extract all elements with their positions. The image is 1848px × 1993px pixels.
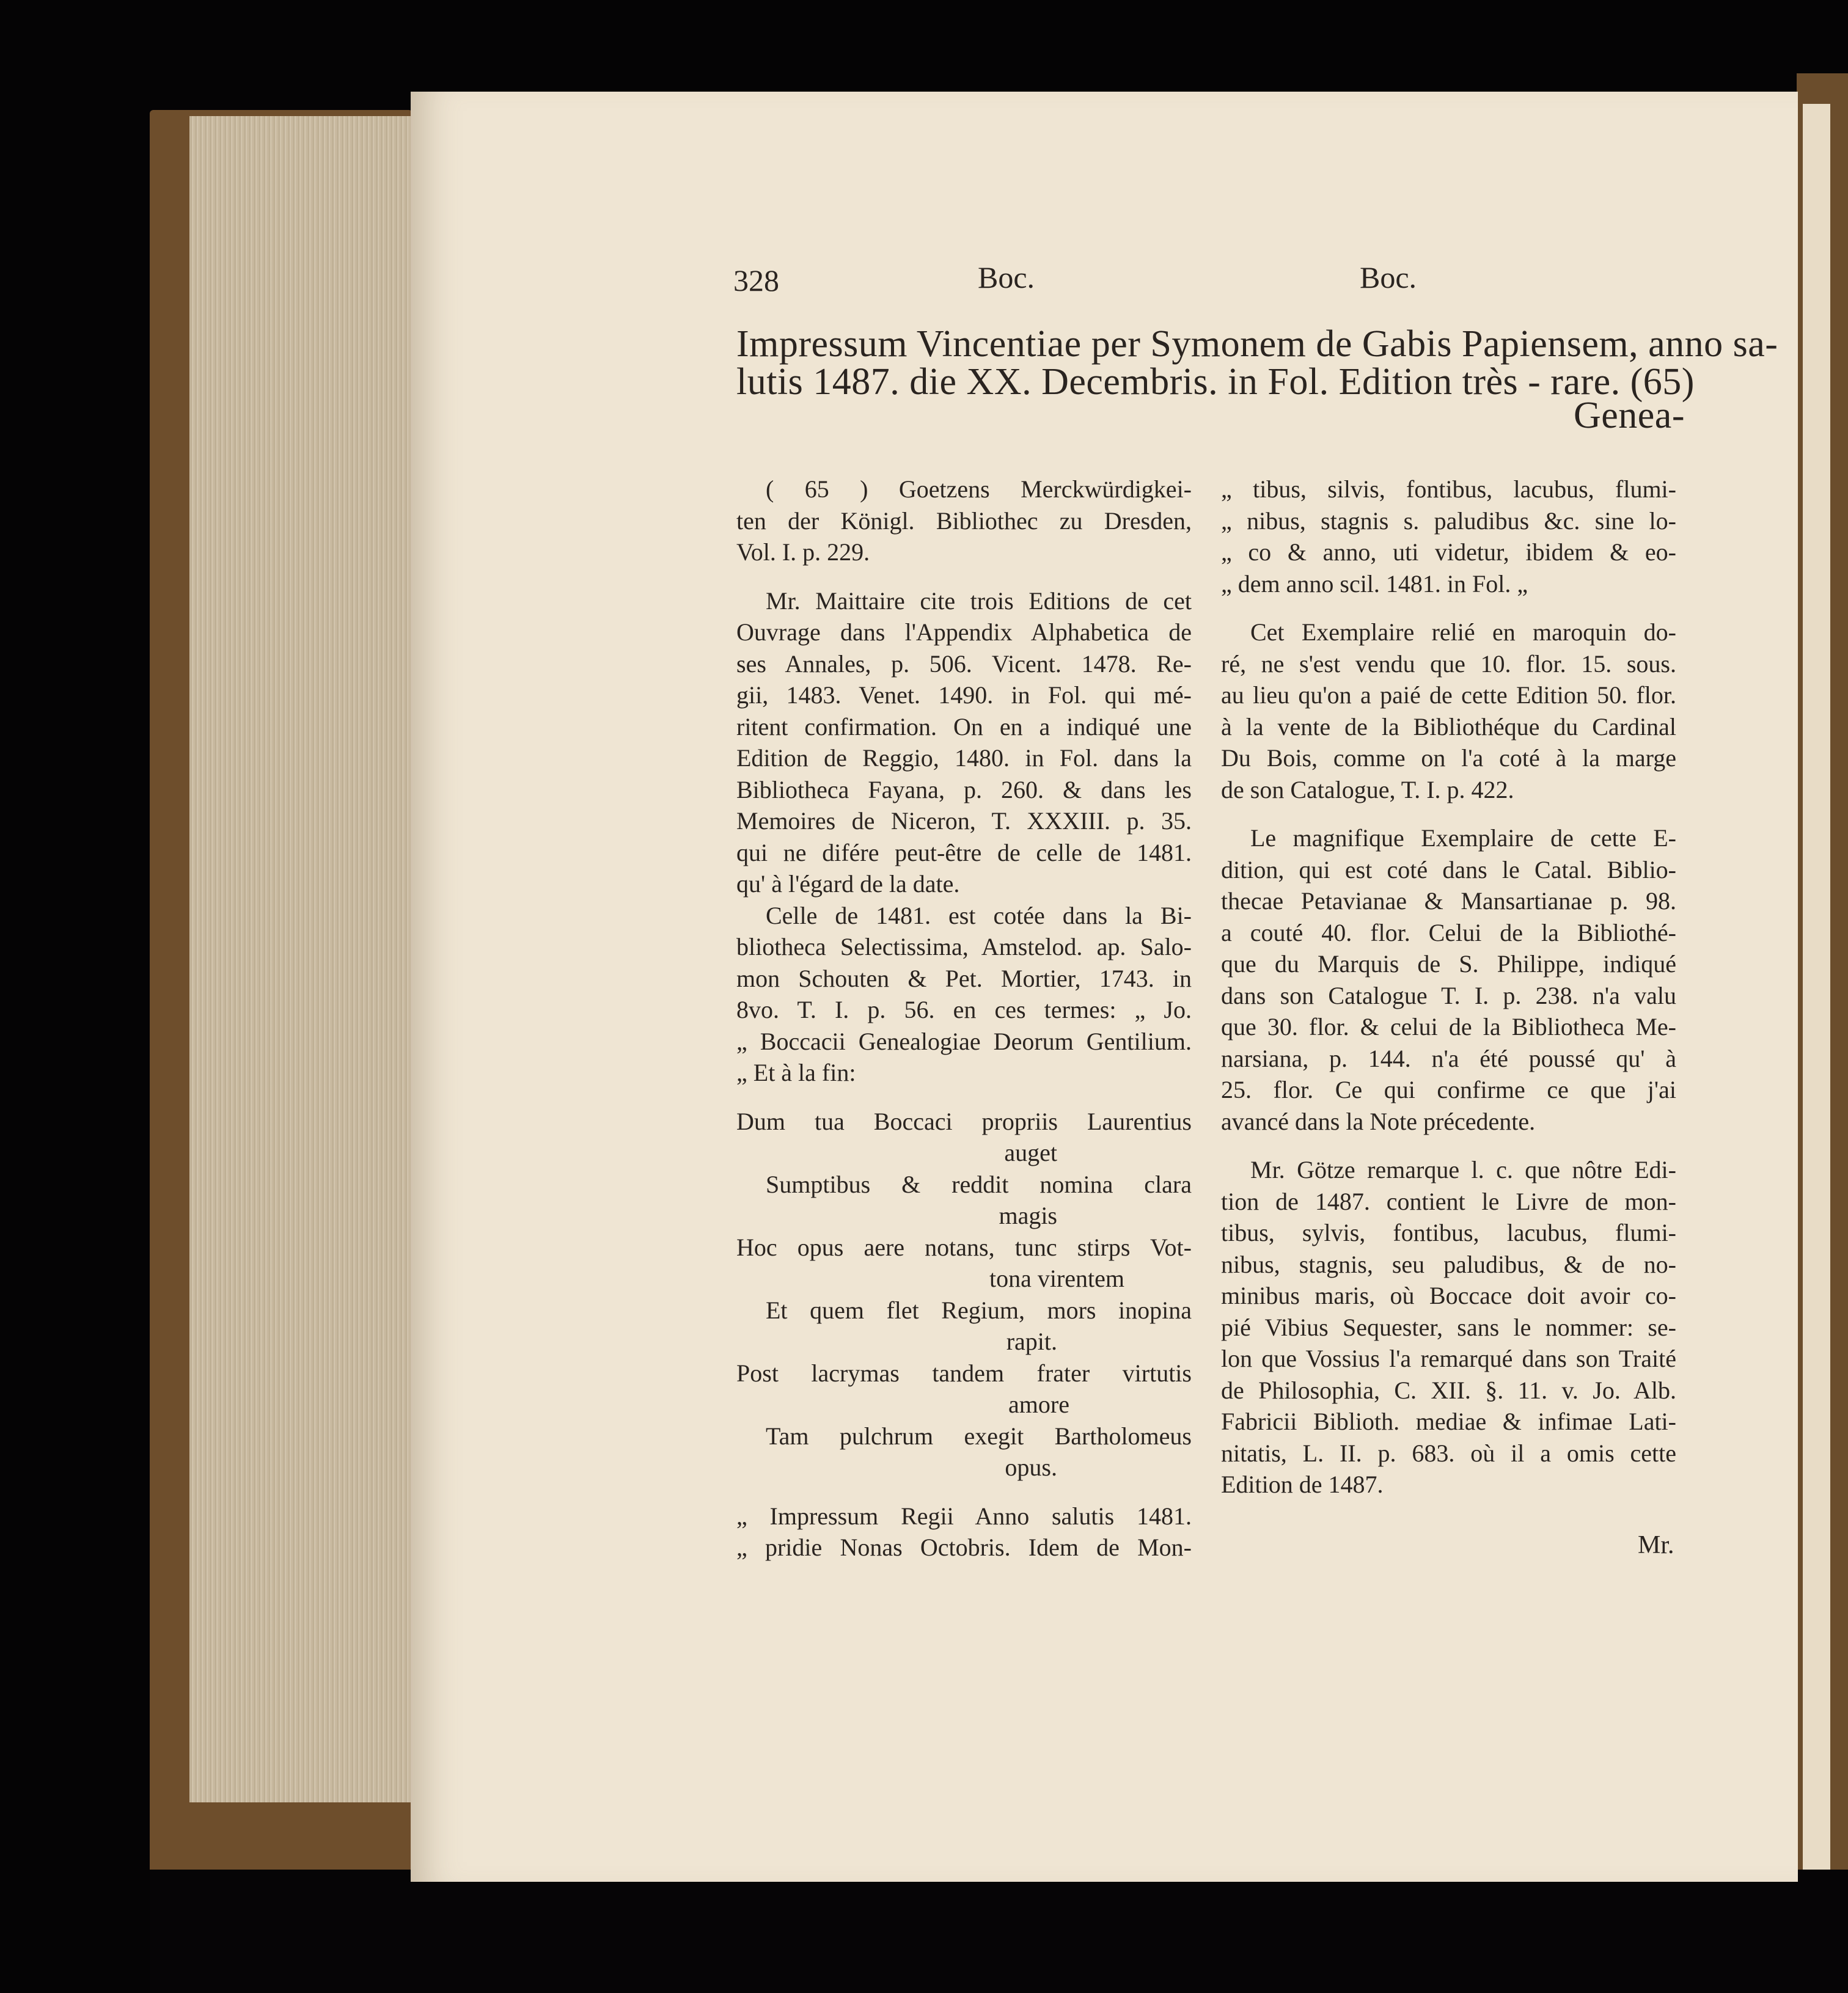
text-line: „ dem anno scil. 1481. in Fol. „ [1221,569,1528,598]
text-line: nibus, stagnis, seu paludibus, & de no- [1221,1250,1676,1278]
catchword-top: Genea- [1574,395,1685,436]
text-line: „ tibus, silvis, fontibus, lacubus, flumi- [1221,475,1676,503]
text-line: ses Annales, p. 506. Vicent. 1478. Re- [736,649,1192,678]
text-line: Fabricii Biblioth. mediae & infimae Lati- [1221,1408,1676,1435]
text-line: à la vente de la Bibliothéque du Cardinal [1221,712,1676,741]
paragraph-gap [1221,805,1676,822]
text-line: de son Catalogue, T. I. p. 422. [1221,775,1514,803]
text-line: que 30. flor. & celui de la Bibliotheca Me- [1221,1013,1676,1040]
text-line: qui ne difére peut-être de celle de 1481. [736,838,1192,866]
verse-continuation: auget [1004,1139,1057,1166]
text-line: narsiana, p. 144. n'a été poussé qu' à [1221,1044,1676,1072]
right-column [1221,474,1676,1501]
paragraph-gap [736,568,1192,585]
text-line: nitatis, L. II. p. 683. où il a omis cette [1221,1439,1676,1467]
text-line: 25. flor. Ce qui confirme ce que j'ai [1221,1076,1676,1103]
paragraph-gap [736,1089,1192,1106]
text-line: Edition de Reggio, 1480. in Fol. dans la [736,744,1192,772]
paragraph-gap [736,1483,1192,1501]
verse-line: Post lacrymas tandem frater virtutis [736,1359,1192,1387]
text-line: a couté 40. flor. Celui de la Bibliothé- [1221,918,1676,946]
text-line: ten der Königl. Bibliothec zu Dresden, [736,506,1192,535]
page-edges [189,116,422,1802]
page-number: 328 [733,263,779,298]
facing-page-edge [1803,104,1830,1876]
running-head-left: Boc. [978,260,1035,294]
text-line: „ pridie Nonas Octobris. Idem de Mon- [736,1534,1192,1561]
text-line: ré, ne s'est vendu que 10. flor. 15. sous. [1221,649,1676,678]
text-line: minibus maris, où Boccace doit avoir co- [1221,1282,1676,1309]
running-head-right: Boc. [1360,260,1417,294]
text-line: gii, 1483. Venet. 1490. in Fol. qui mé- [736,681,1192,709]
text-line: qu' à l'égard de la date. [736,870,960,898]
text-line: Cet Exemplaire relié en maroquin do- [1250,618,1676,646]
verse-line: Et quem flet Regium, mors inopina [766,1296,1192,1324]
text-line: pié Vibius Sequester, sans le nommer: se- [1221,1313,1676,1341]
text-line: ( 65 ) Goetzens Merckwürdigkei- [766,475,1192,503]
text-line: Ouvrage dans l'Appendix Alphabetica de [736,618,1192,646]
verse-line: Sumptibus & reddit nomina clara [766,1170,1192,1198]
text-line: ritent confirmation. On en a indiqué une [736,712,1192,741]
text-line: Mr. Maittaire cite trois Editions de cet [766,587,1192,615]
text-line: de Philosophia, C. XII. §. 11. v. Jo. Alb. [1221,1376,1676,1404]
text-line: Du Bois, comme on l'a coté à la marge [1221,744,1676,772]
text-line: thecae Petavianae & Mansartianae p. 98. [1221,887,1676,915]
text-line: „ Boccacii Genealogiae Deorum Gentilium. [736,1027,1192,1055]
text-line: que du Marquis de S. Philippe, indiqué [1221,950,1676,978]
verse-line: Hoc opus aere notans, tunc stirps Vot- [736,1233,1192,1261]
text-line: dition, qui est coté dans le Catal. Biblio- [1221,855,1676,883]
verse-continuation: rapit. [1006,1328,1057,1355]
verse-continuation: magis [999,1202,1057,1229]
text-line: Mr. Götze remarque l. c. que nôtre Edi- [1250,1156,1676,1183]
text-line: „ co & anno, uti videtur, ibidem & eo- [1221,538,1676,566]
catchword-bottom: Mr. [1638,1531,1674,1559]
verse-continuation: opus. [1005,1454,1057,1481]
verse-line: Dum tua Boccaci propriis Laurentius [736,1107,1192,1135]
intro-line-1: Impressum Vincentiae per Symonem de Gabis Papiensem, anno sa- [736,323,1778,365]
text-line: dans son Catalogue T. I. p. 238. n'a valu [1221,981,1676,1009]
text-line: „ nibus, stagnis s. paludibus &c. sine lo- [1221,506,1676,535]
verse-continuation: tona virentem [989,1265,1124,1292]
text-line: mon Schouten & Pet. Mortier, 1743. in [736,964,1192,992]
text-line: Vol. I. p. 229. [736,538,870,566]
background-shadow [150,1870,1848,1993]
text-line: „ Et à la fin: [736,1059,856,1086]
text-line: Celle de 1481. est cotée dans la Bi- [766,901,1192,929]
text-line: Le magnifique Exemplaire de cette E- [1250,824,1676,852]
paragraph-gap [1221,1137,1676,1154]
verse-line: Tam pulchrum exegit Bartholomeus [766,1422,1192,1450]
intro-line-2: lutis 1487. die XX. Decembris. in Fol. Edition très - rare. (65) [736,361,1695,403]
text-line: tion de 1487. contient le Livre de mon- [1221,1187,1676,1215]
text-line: avancé dans la Note précedente. [1221,1107,1536,1135]
verse-continuation: amore [1008,1391,1069,1418]
text-line: Memoires de Niceron, T. XXXIII. p. 35. [736,807,1192,835]
text-line: Edition de 1487. [1221,1471,1384,1498]
text-line: „ Impressum Regii Anno salutis 1481. [736,1502,1192,1530]
text-line: lon que Vossius l'a remarqué dans son Traité [1221,1345,1676,1372]
text-line: 8vo. T. I. p. 56. en ces termes: „ Jo. [736,996,1192,1023]
left-column [736,474,1192,1563]
text-line: bliotheca Selectissima, Amstelod. ap. Salo- [736,933,1192,960]
text-line: Bibliotheca Fayana, p. 260. & dans les [736,775,1192,803]
paragraph-gap [1221,599,1676,616]
text-line: tibus, sylvis, fontibus, lacubus, flumi- [1221,1219,1676,1246]
text-line: au lieu qu'on a paié de cette Edition 50. flor. [1221,681,1676,709]
